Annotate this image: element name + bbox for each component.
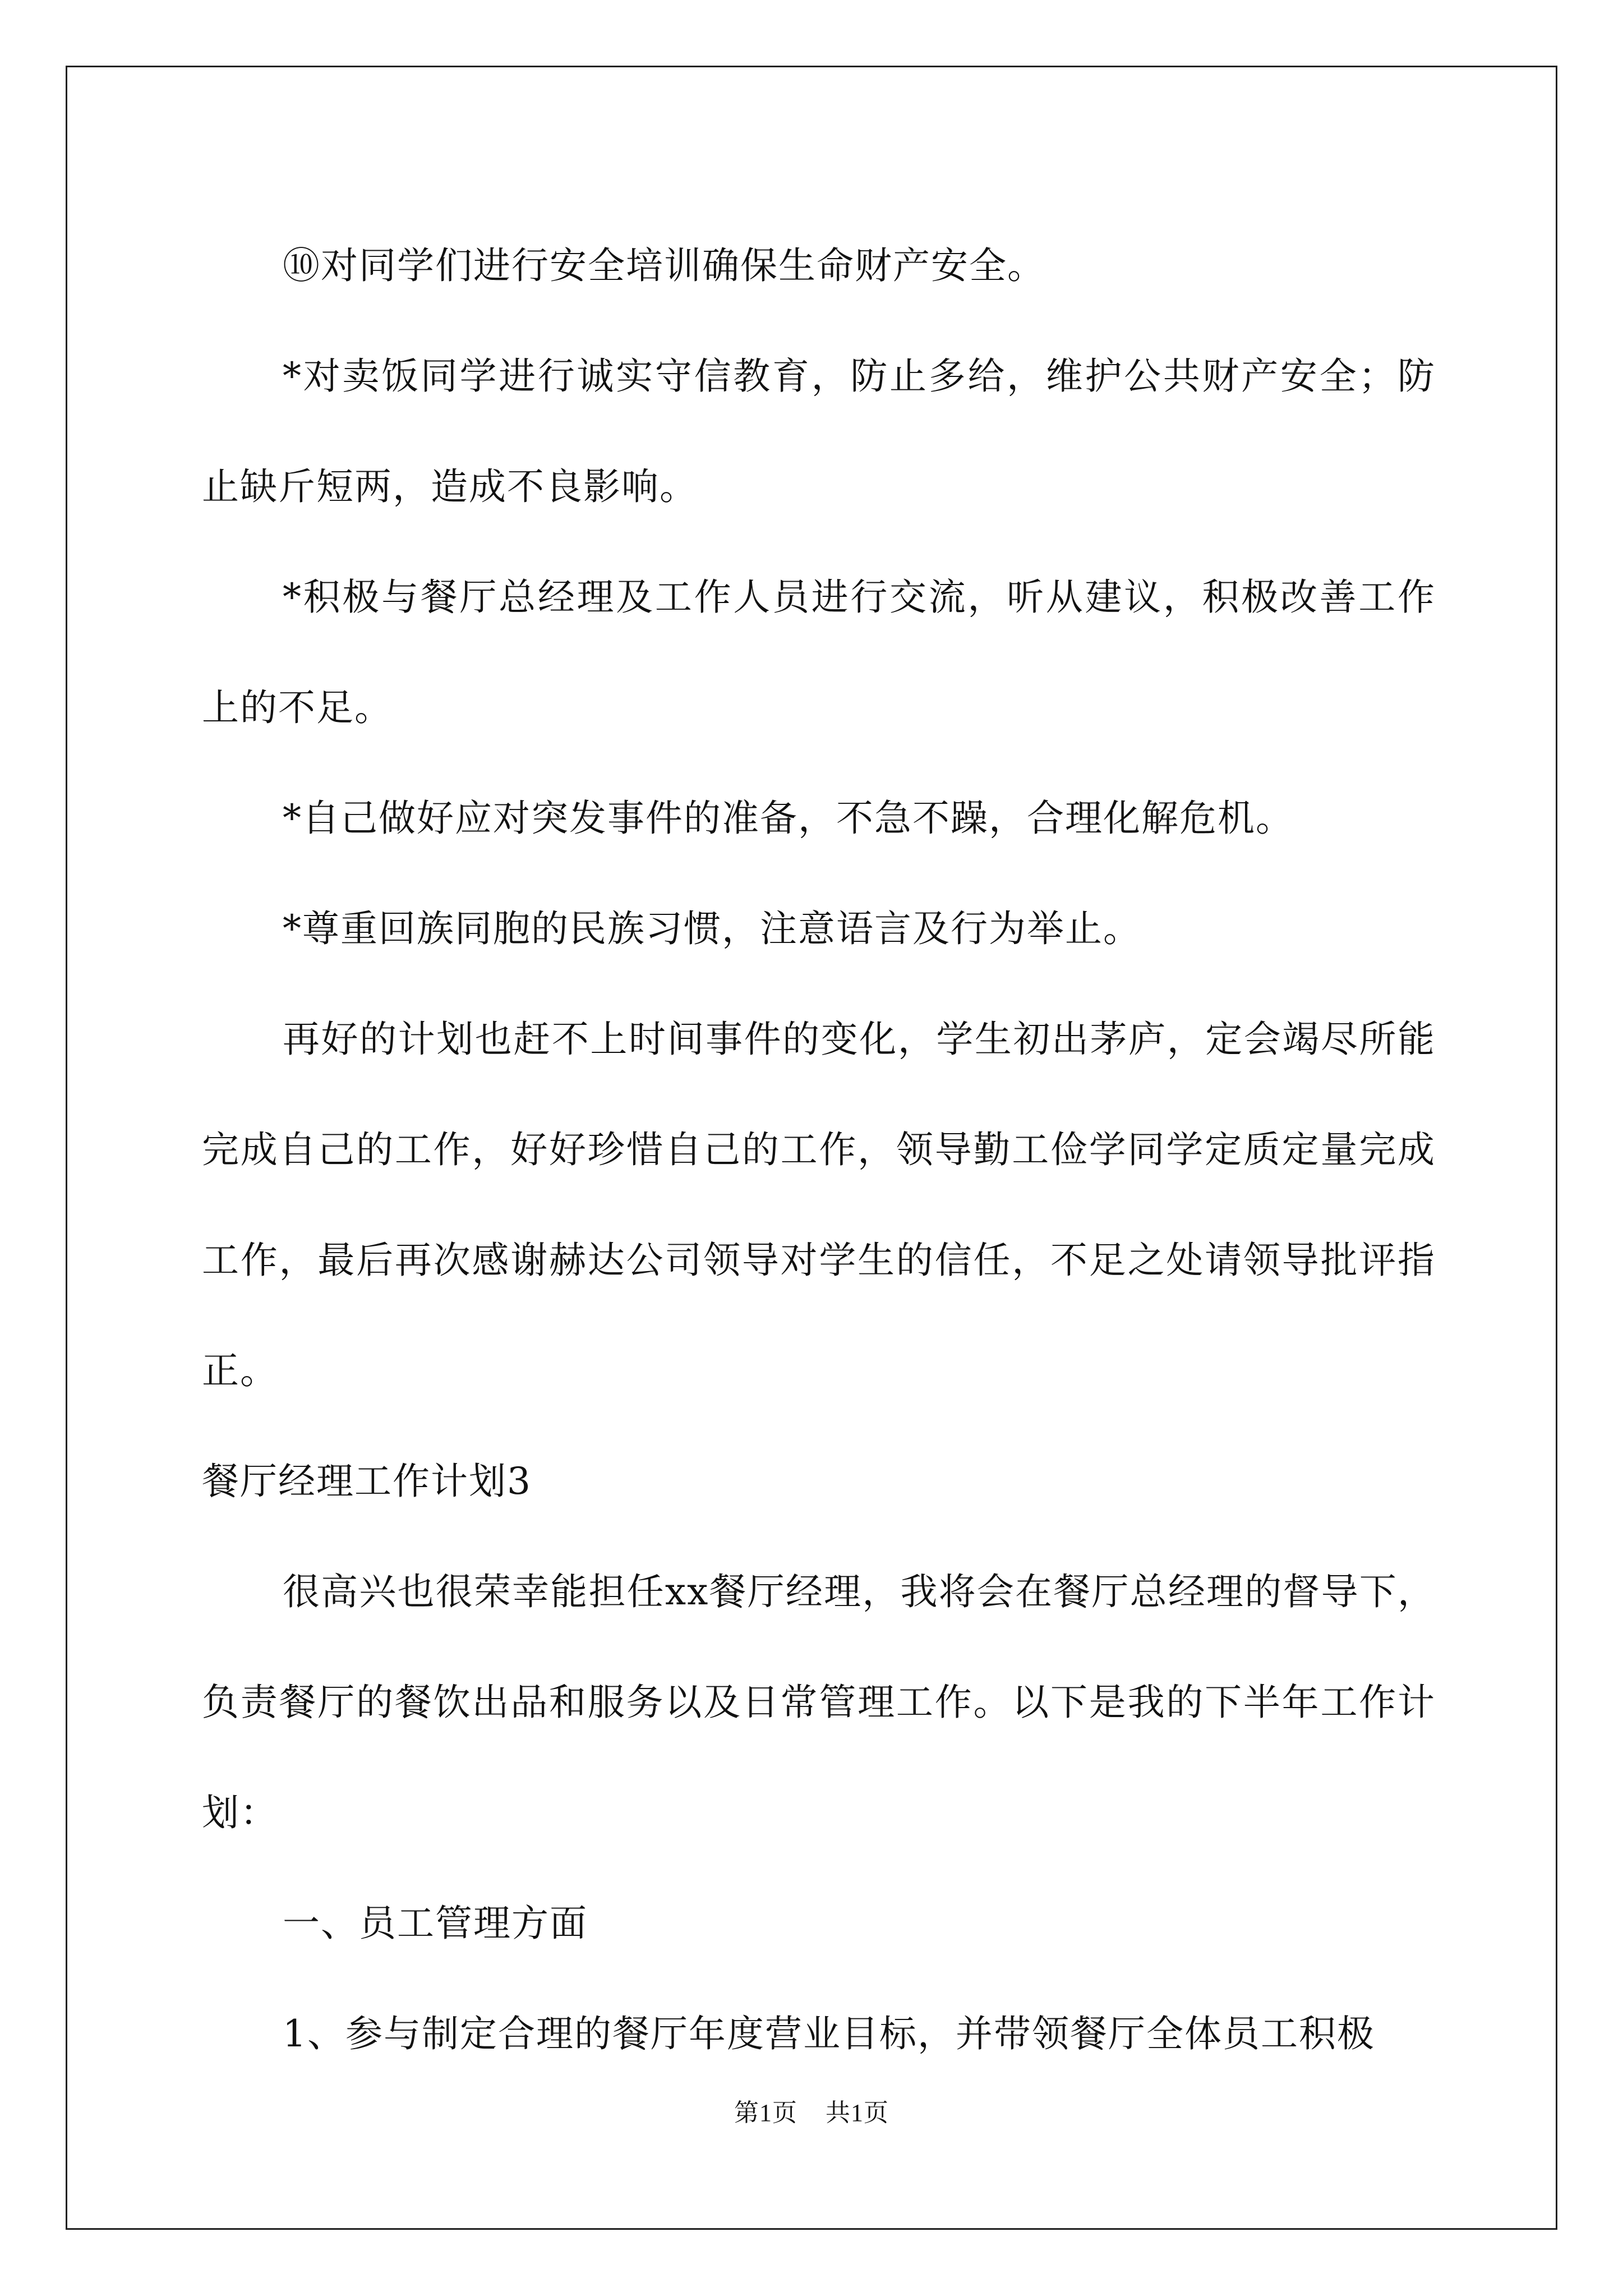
document-body [202,210,1436,2089]
paragraph-emergency-prep: *自己做好应对突发事件的准备，不急不躁，合理化解危机。 [283,797,1294,840]
page-footer [0,2092,1623,2128]
paragraph-intro: 很高兴也很荣幸能担任xx餐厅经理，我将会在餐厅总经理的督导下，负责餐厅的餐饮出品和服务以及日常管理工作。以下是我的下半年工作计划： [202,1570,1436,1834]
section-title: 餐厅经理工作计划3 [202,1460,532,1503]
subheading-staff-management: 一、员工管理方面 [283,1902,588,1945]
paragraph-honesty-education: *对卖饭同学进行诚实守信教育，防止多给，维护公共财产安全；防止缺斤短两，造成不良影响。 [202,355,1436,508]
page-total: 共1页 [826,2099,889,2127]
paragraph-respect-customs: *尊重回族同胞的民族习惯，注意语言及行为举止。 [283,907,1141,950]
paragraph-communication: *积极与餐厅总经理及工作人员进行交流，听从建议，积极改善工作上的不足。 [202,576,1436,729]
paragraph-item-1: 1、参与制定合理的餐厅年度营业目标，并带领餐厅全体员工积极 [283,2012,1375,2055]
paragraph-closing: 再好的计划也赶不上时间事件的变化，学生初出茅庐，定会竭尽所能完成自己的工作，好好珍惜自己的工作，领导勤工俭学同学定质定量完成工作，最后再次感谢赫达公司领导对学生的信任，不足之处请领导批评指正。 [202,1018,1436,1392]
page-number: 第1页 [734,2099,797,2127]
paragraph-safety-training: ⑩对同学们进行安全培训确保生命财产安全。 [283,244,1045,287]
